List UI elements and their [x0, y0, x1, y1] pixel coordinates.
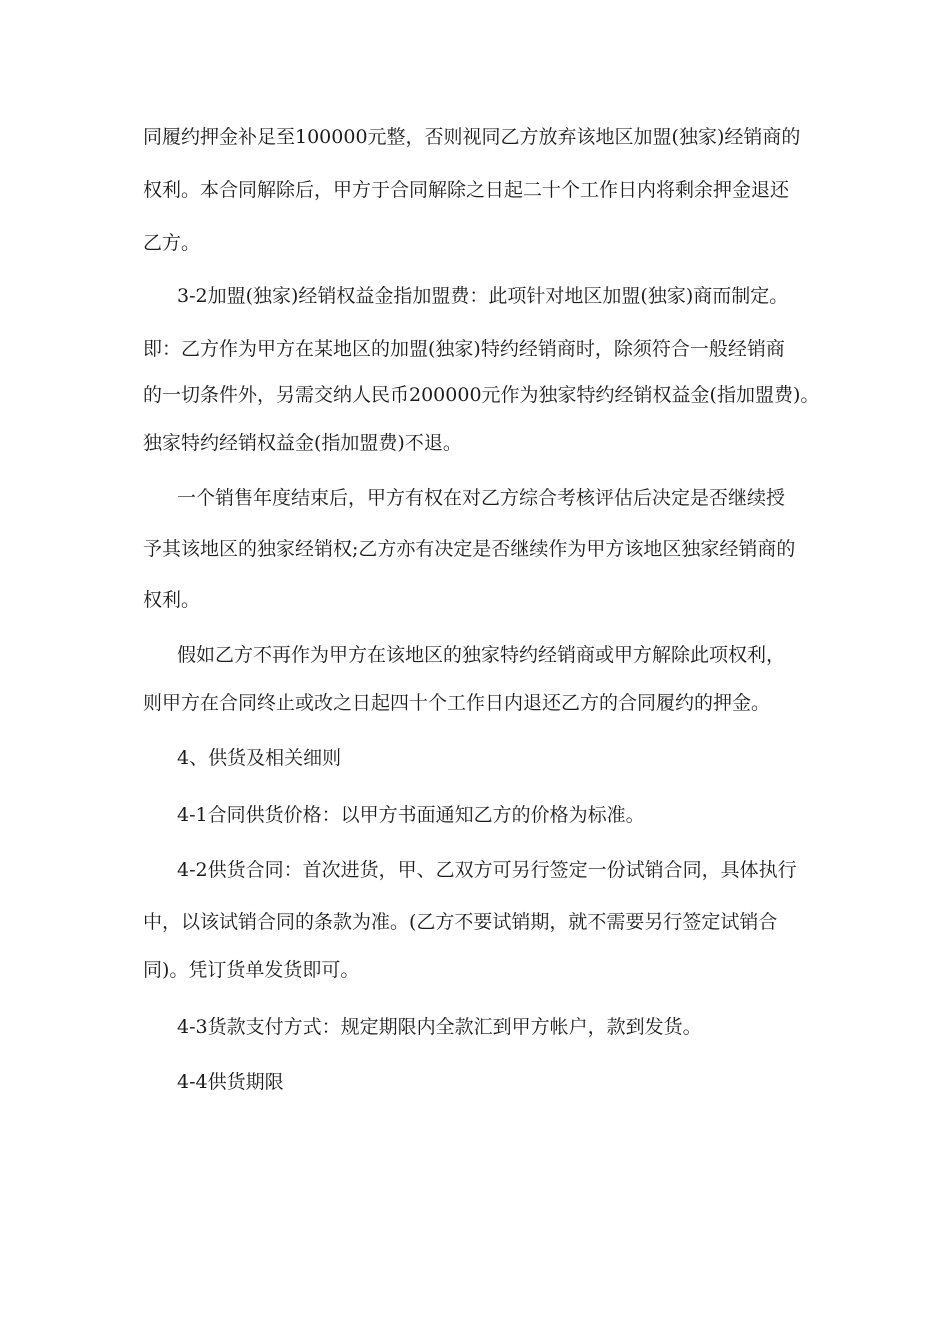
text-line: 同履约押金补足至100000元整，否则视同乙方放弃该地区加盟(独家)经销商的: [143, 126, 801, 148]
text-line: 乙方。: [143, 232, 201, 254]
text-line: 的一切条件外，另需交纳人民币200000元作为独家特约经销权益金(指加盟费)。: [143, 384, 820, 406]
text-line: 予其该地区的独家经销权;乙方亦有决定是否继续作为甲方该地区独家经销商的: [143, 538, 796, 560]
text-line: 中，以该试销合同的条款为准。(乙方不要试销期，就不需要另行签定试销合: [143, 911, 778, 933]
text-line: 4-1合同供货价格：以甲方书面通知乙方的价格为标准。: [177, 804, 645, 826]
text-line: 权利。: [143, 589, 201, 611]
text-line: 一个销售年度结束后，甲方有权在对乙方综合考核评估后决定是否继续授: [177, 487, 786, 509]
section-heading: 4、供货及相关细则: [177, 747, 342, 769]
text-line: 同)。凭订货单发货即可。: [143, 959, 360, 981]
text-line: 4-4供货期限: [177, 1071, 284, 1093]
text-line: 则甲方在合同终止或改之日起四十个工作日内退还乙方的合同履约的押金。: [143, 692, 771, 714]
text-line: 3-2加盟(独家)经销权益金指加盟费：此项针对地区加盟(独家)商而制定。: [177, 285, 789, 307]
text-line: 4-3货款支付方式：规定期限内全款汇到甲方帐户，款到发货。: [177, 1016, 702, 1038]
text-line: 4-2供货合同：首次进货，甲、乙双方可另行签定一份试销合同，具体执行: [177, 859, 797, 881]
text-line: 独家特约经销权益金(指加盟费)不退。: [143, 432, 462, 454]
text-line: 权利。本合同解除后，甲方于合同解除之日起二十个工作日内将剩余押金退还: [143, 179, 790, 201]
text-line: 即：乙方作为甲方在某地区的加盟(独家)特约经销商时，除须符合一般经销商: [143, 338, 785, 360]
text-line: 假如乙方不再作为甲方在该地区的独家特约经销商或甲方解除此项权利，: [177, 644, 786, 666]
